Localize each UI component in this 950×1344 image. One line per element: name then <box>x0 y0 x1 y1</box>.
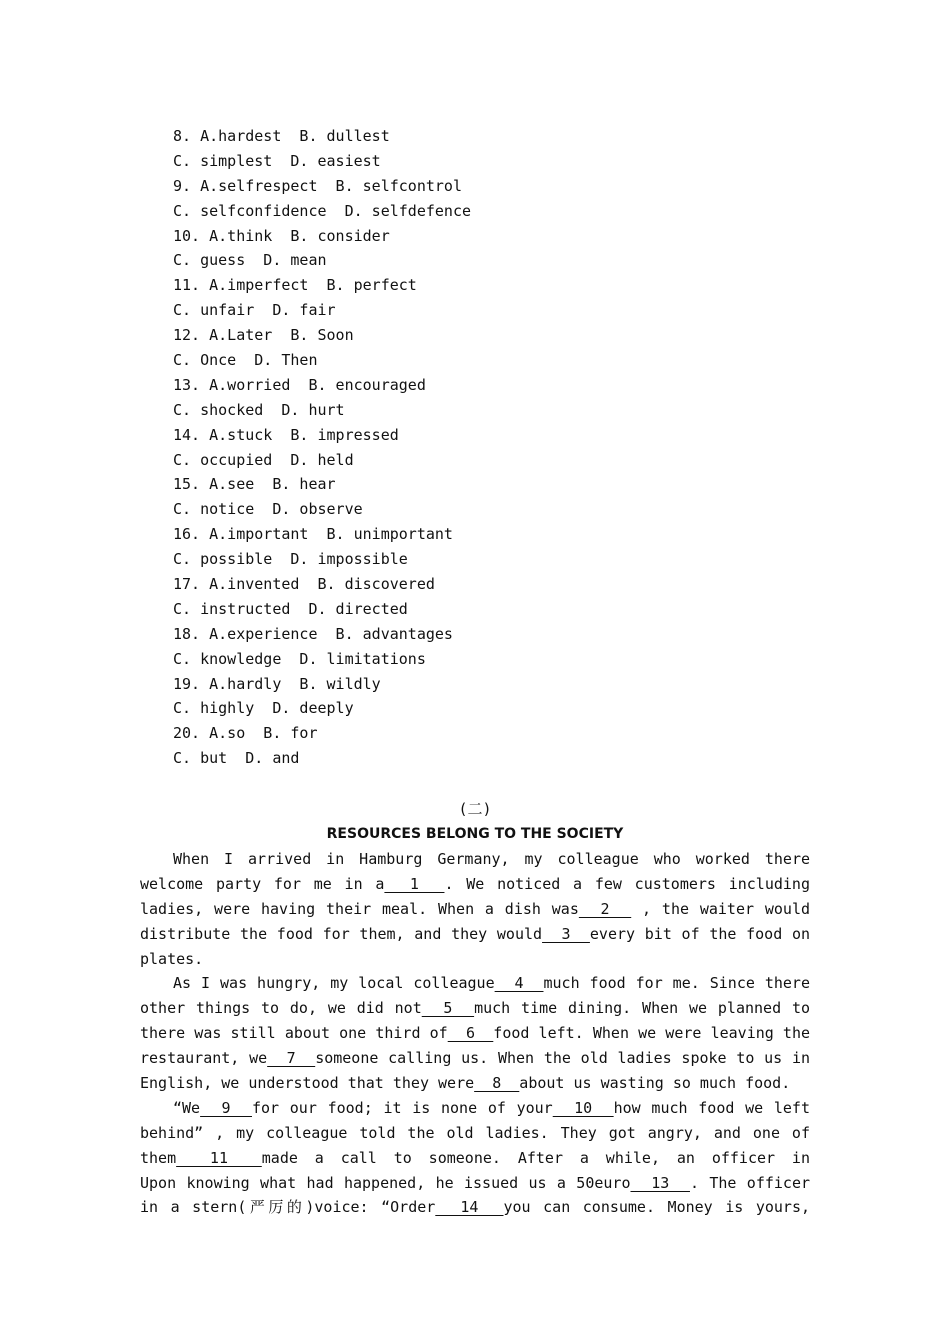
answer-blank: 9 <box>200 1098 252 1117</box>
answer-blank: 4 <box>494 974 544 993</box>
option-line: 15. A.see B. hear <box>173 475 336 494</box>
passage-text: . We noticed a few customers including <box>444 874 810 893</box>
answer-blank: 1 <box>384 874 445 893</box>
passage-line <box>140 1021 810 1046</box>
option-line: 17. A.invented B. discovered <box>173 575 435 594</box>
passage-text: ladies, were having their meal. When a dish was <box>140 899 579 918</box>
passage-text: welcome party for me in a <box>140 874 385 893</box>
passage-text: every bit of the food on <box>589 924 810 943</box>
option-line: 12. A.Later B. Soon <box>173 326 354 345</box>
option-line: C. instructed D. directed <box>173 599 408 618</box>
passage-text: how much food we left <box>613 1098 810 1117</box>
passage-line <box>140 1121 810 1146</box>
passage-line <box>140 1146 810 1171</box>
option-line: C. highly D. deeply <box>173 699 354 718</box>
passage-text: food left. When we were leaving the <box>493 1024 810 1043</box>
option-line: C. knowledge D. limitations <box>173 649 426 668</box>
passage-text: Upon knowing what had happened, he issued us a 50euro <box>140 1173 631 1192</box>
passage-text: restaurant, we <box>140 1049 268 1068</box>
passage-text: about us wasting so much food. <box>519 1074 791 1093</box>
passage-line <box>140 897 810 922</box>
passage-line <box>140 1195 810 1220</box>
passage-line <box>140 1046 810 1071</box>
passage-text: made a call to someone. After a while, an officer in <box>261 1148 810 1167</box>
answer-options-list <box>173 124 813 771</box>
option-line: C. occupied D. held <box>173 450 354 469</box>
passage-text: for our food; it is none of your <box>251 1098 553 1117</box>
passage-text: . The officer <box>689 1173 810 1192</box>
option-line: 8. A.hardest B. dullest <box>173 127 390 145</box>
option-line: C. unfair D. fair <box>173 301 336 320</box>
passage-text: English, we understood that they were <box>140 1074 475 1093</box>
answer-blank: 2 <box>578 899 632 918</box>
answer-blank: 7 <box>267 1049 316 1068</box>
answer-blank: 14 <box>435 1198 504 1217</box>
option-line: 14. A.stuck B. impressed <box>173 425 399 444</box>
answer-blank: 5 <box>421 999 475 1018</box>
option-line: C. shocked D. hurt <box>173 400 345 419</box>
option-line: 13. A.worried B. encouraged <box>173 375 426 394</box>
passage-line <box>140 1096 810 1121</box>
passage-text: much food for me. Since there <box>543 974 810 993</box>
option-line: 9. A.selfrespect B. selfcontrol <box>173 176 462 195</box>
passage-line <box>140 996 810 1021</box>
cloze-passage <box>140 847 810 1220</box>
answer-blank: 10 <box>552 1098 614 1117</box>
passage-text: As I was hungry, my local colleague <box>173 974 495 993</box>
passage-text: “We <box>173 1098 201 1117</box>
passage-text: you can consume. Money is yours, <box>503 1198 810 1217</box>
option-line: C. Once D. Then <box>173 351 318 370</box>
option-line: 20. A.so B. for <box>173 724 318 743</box>
option-line: 16. A.important B. unimportant <box>173 525 453 544</box>
answer-blank: 11 <box>176 1148 262 1167</box>
passage-text: When I arrived in Hamburg Germany, my colleague who worked there <box>173 850 810 868</box>
passage-text: someone calling us. When the old ladies spoke to us in <box>315 1049 810 1068</box>
passage-text: much time dining. When we planned to <box>474 999 810 1018</box>
option-line: C. possible D. impossible <box>173 550 408 569</box>
section-number: (二) <box>458 800 492 818</box>
passage-line <box>140 847 810 872</box>
passage-line <box>140 922 810 947</box>
answer-blank: 6 <box>447 1024 494 1043</box>
passage-text: other things to do, we did not <box>140 999 422 1018</box>
option-line: 11. A.imperfect B. perfect <box>173 276 417 295</box>
option-line: 10. A.think B. consider <box>173 226 390 245</box>
passage-text: distribute the food for them, and they would <box>140 924 543 943</box>
passage-text: them <box>140 1148 177 1167</box>
answer-blank: 8 <box>474 1074 520 1093</box>
passage-text: in a stern(严厉的)voice: “Order <box>140 1198 436 1217</box>
passage-line <box>140 971 810 996</box>
passage-line <box>140 872 810 897</box>
option-line: 19. A.hardly B. wildly <box>173 674 381 693</box>
option-line: C. guess D. mean <box>173 251 327 270</box>
passage-text: plates. <box>140 949 204 968</box>
passage-text: , the waiter would <box>631 899 810 918</box>
option-line: C. selfconfidence D. selfdefence <box>173 201 472 220</box>
answer-blank: 13 <box>630 1173 690 1192</box>
passage-line <box>140 1071 810 1096</box>
option-line: C. notice D. observe <box>173 500 363 519</box>
option-line: C. but D. and <box>173 749 300 768</box>
passage-text: there was still about one third of <box>140 1024 448 1043</box>
passage-line <box>140 947 810 972</box>
option-line: 18. A.experience B. advantages <box>173 624 453 643</box>
passage-line <box>140 1171 810 1196</box>
passage-text: behind” , my colleague told the old ladies. They got angry, and one of <box>140 1123 810 1142</box>
passage-title: RESOURCES BELONG TO THE SOCIETY <box>326 826 624 842</box>
answer-blank: 3 <box>542 924 590 943</box>
option-line: C. simplest D. easiest <box>173 151 381 170</box>
